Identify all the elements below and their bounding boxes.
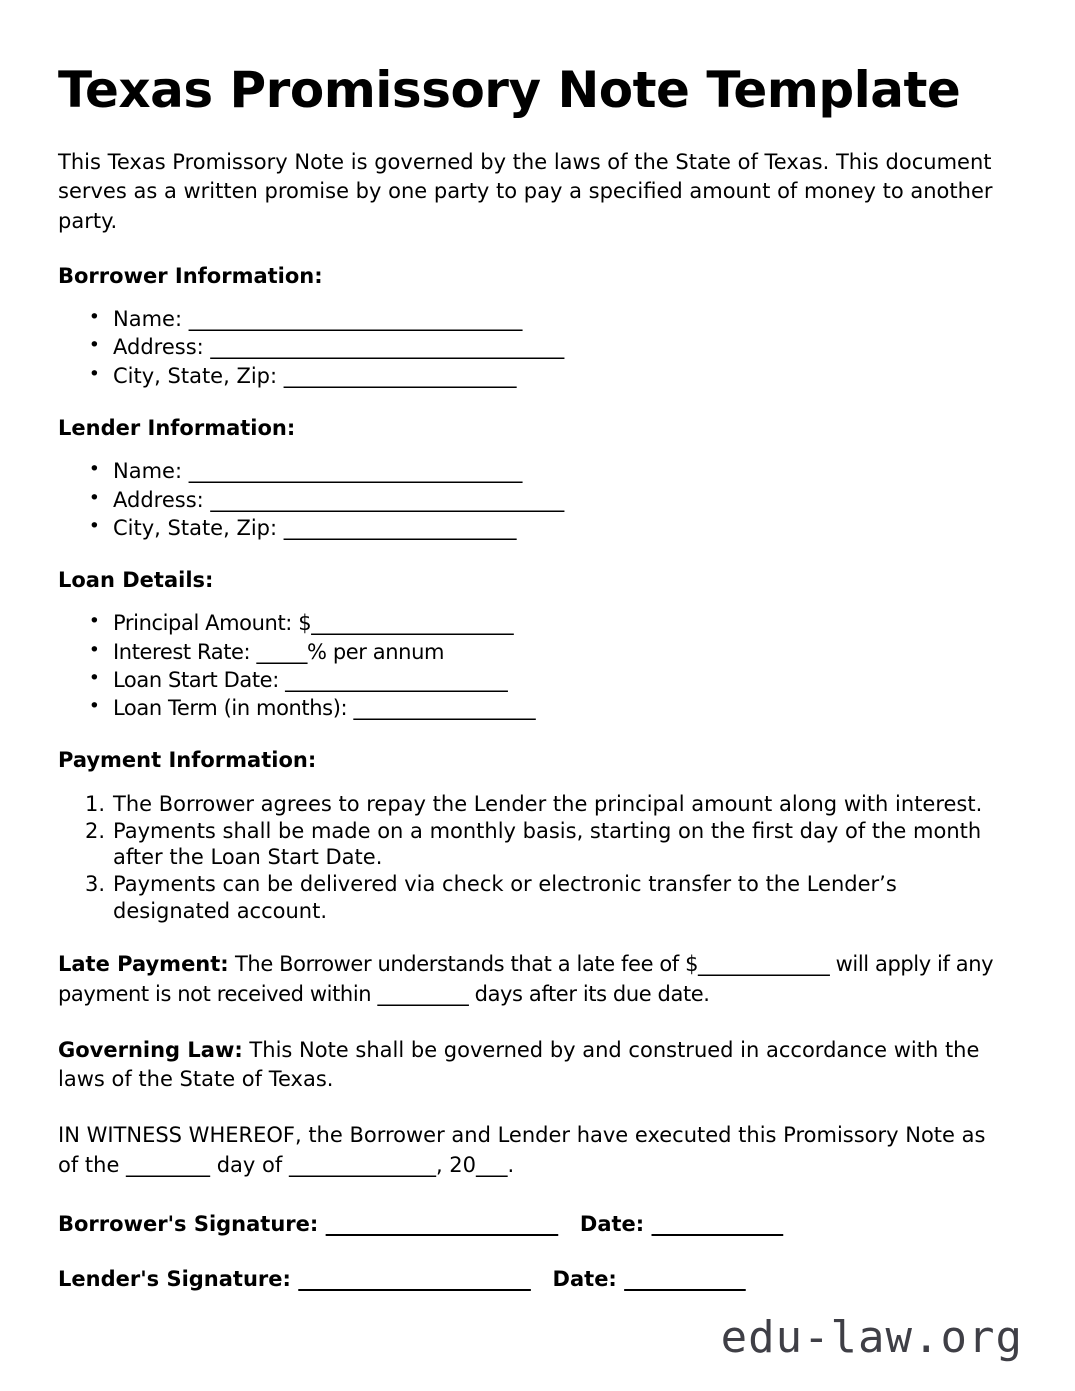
field-text[interactable]: Principal Amount: $____________________: [113, 611, 514, 636]
list-number: 1.: [84, 791, 105, 816]
borrower-date-label: Date:: [579, 1211, 645, 1236]
list-item: [58, 871, 1000, 924]
bullet-icon: •: [88, 610, 100, 633]
list-item: [58, 458, 1000, 484]
borrower-signature-line: [58, 1211, 1000, 1238]
list-item: [58, 306, 1000, 332]
lender-information-heading: Lender Information:: [58, 415, 296, 440]
governing-law-label: Governing Law:: [58, 1037, 243, 1062]
list-item-text: The Borrower agrees to repay the Lender the principal amount along with interest.: [113, 791, 983, 816]
bullet-icon: •: [88, 486, 100, 509]
loan-details-heading: Loan Details:: [58, 568, 214, 593]
bullet-icon: •: [88, 514, 100, 537]
bullet-icon: •: [88, 306, 100, 329]
borrower-signature-label: Borrower's Signature:: [58, 1211, 319, 1236]
field-label: Address:: [113, 487, 204, 512]
lender-signature-blank[interactable]: _______________________: [298, 1267, 531, 1292]
list-item: [58, 667, 1000, 693]
field-blank[interactable]: _______________________: [283, 515, 517, 540]
bullet-icon: •: [88, 334, 100, 357]
list-item: [58, 791, 1000, 817]
field-label: City, State, Zip:: [113, 363, 278, 388]
list-item: [58, 610, 1000, 636]
lender-date-blank[interactable]: ____________: [624, 1267, 746, 1292]
field-label: Name:: [113, 307, 183, 332]
field-text[interactable]: Loan Term (in months): __________________: [113, 696, 536, 721]
borrower-information-heading: Borrower Information:: [58, 263, 323, 288]
field-blank[interactable]: _______________________: [283, 363, 517, 388]
late-payment-label: Late Payment:: [58, 951, 229, 976]
governing-law-paragraph: [58, 1036, 1000, 1096]
list-number: 2.: [84, 818, 105, 843]
bullet-icon: •: [88, 362, 100, 385]
bullet-icon: •: [88, 638, 100, 661]
borrower-information-fields: [58, 306, 1000, 389]
borrower-date-blank[interactable]: _____________: [651, 1211, 783, 1236]
bullet-icon: •: [88, 458, 100, 481]
governing-law-body: This Note shall be governed by and construed in accordance with the laws of the State of Texas.: [58, 1037, 980, 1092]
payment-information-list: [58, 791, 1000, 924]
list-item: [58, 487, 1000, 513]
bullet-icon: •: [88, 695, 100, 718]
list-item: [58, 363, 1000, 389]
list-number: 3.: [84, 872, 105, 897]
intro-paragraph: This Texas Promissory Note is governed by the laws of the State of Texas. This document serves as a written promise by one party to pay a specified amount of money to another party.: [58, 149, 993, 234]
list-item-text: Payments can be delivered via check or electronic transfer to the Lender’s designated account.: [113, 872, 897, 923]
lender-information-fields: [58, 458, 1000, 541]
late-payment-paragraph: [58, 950, 1000, 1010]
site-watermark: edu-law.org: [720, 1312, 1023, 1363]
list-item: [58, 515, 1000, 541]
borrower-signature-blank[interactable]: _______________________: [325, 1211, 558, 1236]
field-label: Name:: [113, 459, 183, 484]
list-item: [58, 639, 1000, 665]
list-item-text: Payments shall be made on a monthly basis, starting on the first day of the month after the Loan Start Date.: [113, 818, 982, 870]
lender-signature-label: Lender's Signature:: [58, 1267, 291, 1292]
field-text[interactable]: Loan Start Date: ______________________: [113, 667, 508, 692]
payment-information-heading: Payment Information:: [58, 748, 317, 773]
field-label: City, State, Zip:: [113, 515, 278, 540]
bullet-icon: •: [88, 666, 100, 689]
page-title: Texas Promissory Note Template: [58, 61, 961, 119]
field-blank[interactable]: ___________________________________: [210, 335, 564, 360]
field-text[interactable]: Interest Rate: _____% per annum: [113, 639, 445, 664]
witness-paragraph[interactable]: IN WITNESS WHEREOF, the Borrower and Lender have executed this Promissory Note as of the ________ day of ______________, 20___.: [58, 1123, 986, 1177]
field-blank[interactable]: _________________________________: [188, 459, 523, 484]
field-blank[interactable]: _________________________________: [188, 307, 523, 332]
lender-date-label: Date:: [552, 1267, 617, 1292]
list-item: [58, 695, 1000, 721]
loan-details-fields: [58, 610, 1000, 721]
list-item: [58, 334, 1000, 360]
late-payment-body[interactable]: The Borrower understands that a late fee of $_____________ will apply if any payment is not received within _________ days after its due date.: [58, 951, 994, 1006]
field-blank[interactable]: ___________________________________: [210, 487, 564, 512]
lender-signature-line: [58, 1266, 1000, 1293]
list-item: [58, 818, 1000, 871]
field-label: Address:: [113, 335, 204, 360]
